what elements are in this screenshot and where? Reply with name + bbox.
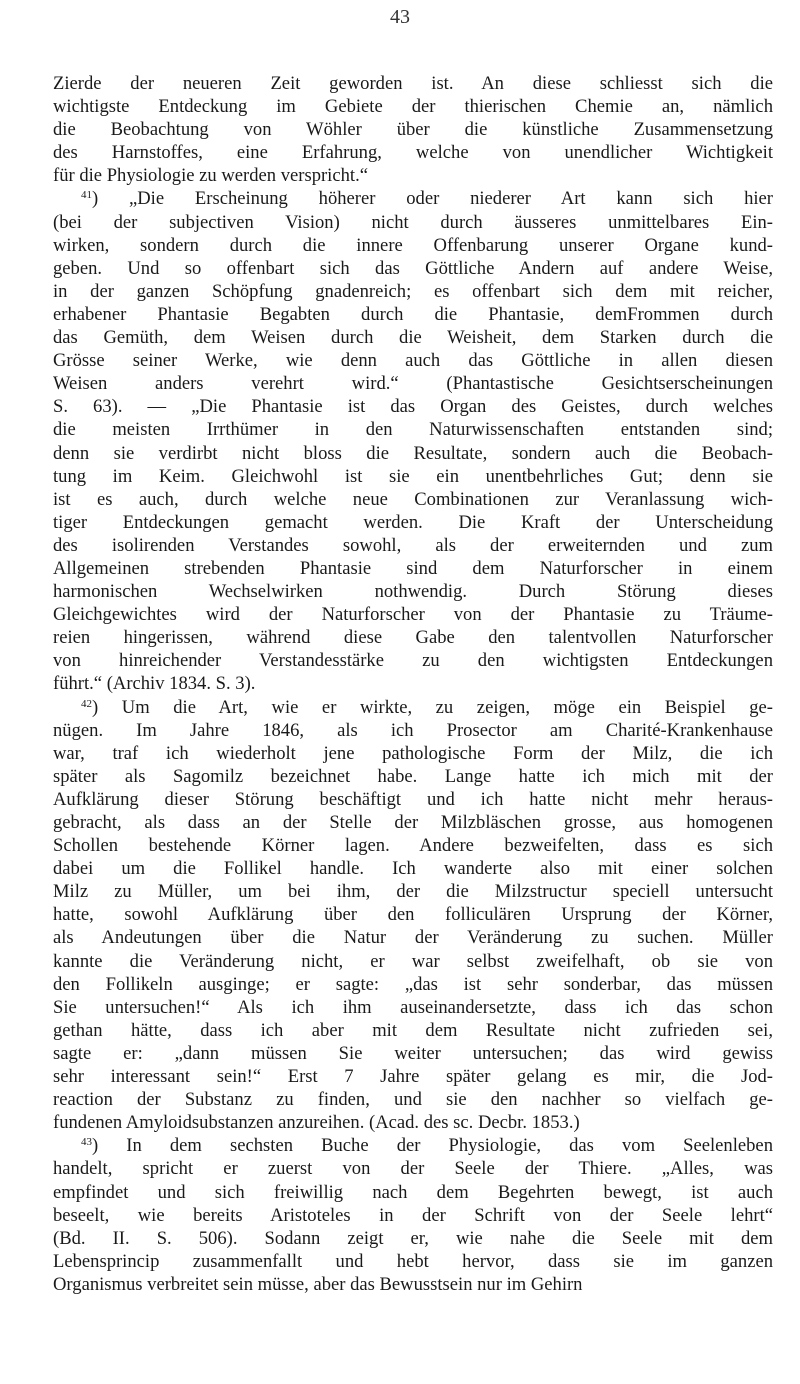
text-line [53,1019,773,1042]
text-line [53,811,773,834]
text-line [53,1088,773,1111]
text-line [53,1111,773,1134]
line-text: Milz zu Müller, um bei ihm, der die Milzstructur speciell untersucht [53,881,773,903]
text-line [53,257,773,280]
line-text: beseelt, wie bereits Aristoteles in der Schrift von der Seele lehrt“ [53,1204,773,1226]
line-text: ist es auch, durch welche neue Combinationen zur Veranlassung wich- [53,488,773,510]
text-line [53,164,773,187]
text-line [53,950,773,973]
text-line [53,1042,773,1065]
line-text: reaction der Substanz zu finden, und sie den nachher so vielfach ge- [53,1089,773,1111]
line-text: gethan hätte, dass ich aber mit dem Resultate nicht zufrieden sei, [53,1019,773,1041]
line-text: gebracht, als dass an der Stelle der Milzbläschen grosse, aus homogenen [53,812,773,833]
line-text: dabei um die Follikel handle. Ich wanderte also mit einer solchen [53,858,773,880]
line-text: als Andeutungen über die Natur der Veränderung zu suchen. Müller [53,927,773,949]
line-text: wichtigste Entdeckung im Gebiete der thierischen Chemie an, nämlich [53,96,773,118]
line-text: die Beobachtung von Wöhler über die künstliche Zusammensetzung [53,119,773,141]
text-line [53,465,773,488]
line-text: Lebensprincip zusammenfallt und hebt hervor, dass sie im ganzen [53,1250,773,1272]
line-text: nügen. Im Jahre 1846, als ich Prosector am Charité-Krankenhause [53,719,773,741]
line-text: Aufklärung dieser Störung beschäftigt und ich hatte nicht mehr heraus- [53,788,773,810]
line-text: ) „Die Erscheinung höherer oder niederer Art kann sich hier [92,188,773,210]
line-text: führt.“ (Archiv 1834. S. 3). [53,673,256,695]
text-line [53,1134,773,1157]
text-line [53,141,773,164]
text-line [53,1273,773,1296]
line-text: Grösse seiner Werke, wie denn auch das Göttliche in allen diesen [53,350,773,372]
line-text: kannte die Veränderung nicht, er war selbst zweifelhaft, ob sie von [53,950,773,972]
text-line [53,719,773,742]
line-text: ) Um die Art, wie er wirkte, zu zeigen, möge ein Beispiel ge- [92,696,773,718]
line-text: S. 63). — „Die Phantasie ist das Organ des Geistes, durch welches [53,396,773,418]
text-line [53,442,773,465]
text-line [53,372,773,395]
text-line [53,996,773,1019]
line-text: das Gemüth, dem Weisen durch die Weisheit, dem Starken durch die [53,327,773,349]
line-text: handelt, spricht er zuerst von der Seele der Thiere. „Alles, was [53,1158,773,1180]
text-line [53,303,773,326]
line-text: des isolirenden Verstandes sowohl, als der erweiternden und zum [53,534,773,556]
text-line [53,765,773,788]
body-text [53,72,773,1296]
text-line [53,72,773,95]
text-line [53,834,773,857]
line-text: tung im Keim. Gleichwohl ist sie ein unentbehrliches Gut; denn sie [53,465,773,487]
text-line [53,118,773,141]
text-line [53,1250,773,1273]
text-line [53,557,773,580]
footnote-marker: 42 [81,697,92,710]
text-line [53,234,773,257]
text-line [53,1227,773,1250]
line-text: für die Physiologie zu werden verspricht.“ [53,165,368,187]
text-line [53,488,773,511]
line-text: des Harnstoffes, eine Erfahrung, welche von unendlicher Wichtigkeit [53,142,773,164]
line-text: Organismus verbreitet sein müsse, aber das Bewusstsein nur im Gehirn [53,1273,583,1295]
line-text: Sie untersuchen!“ Als ich ihm auseinandersetzte, dass ich das schon [53,996,773,1018]
text-line [53,395,773,418]
line-text: die meisten Irrthümer in den Naturwissenschaften entstanden sind; [53,419,773,441]
line-text: (Bd. II. S. 506). Sodann zeigt er, wie nahe die Seele mit dem [53,1227,773,1249]
footnote-marker: 43 [81,1136,92,1149]
text-line [53,672,773,695]
text-line [53,534,773,557]
text-line [53,880,773,903]
line-text: war, traf ich wiederholt jene pathologische Form der Milz, die ich [53,742,773,764]
line-text: Schollen bestehende Körner lagen. Andere bezweifelten, dass es sich [53,835,773,857]
text-line [53,1181,773,1204]
footnote-paragraph [53,1134,773,1296]
line-text: Zierde der neueren Zeit geworden ist. An diese schliesst sich die [53,73,773,94]
line-text: sagte er: „dann müssen Sie weiter untersuchen; das wird gewiss [53,1042,773,1064]
text-line [53,580,773,603]
text-line [53,211,773,234]
line-text: Weisen anders verehrt wird.“ (Phantastische Gesichtserscheinungen [53,373,773,395]
paragraph [53,72,773,187]
text-line [53,903,773,926]
text-line [53,603,773,626]
line-text: geben. Und so offenbart sich das Göttliche Andern auf andere Weise, [53,257,773,279]
line-text: Allgemeinen strebenden Phantasie sind dem Naturforscher in einem [53,557,773,579]
line-text: wirken, sondern durch die innere Offenbarung unserer Organe kund- [53,234,773,256]
text-line [53,418,773,441]
line-text: fundenen Amyloidsubstanzen anzureihen. (Acad. des sc. Decbr. 1853.) [53,1112,580,1134]
text-line [53,1065,773,1088]
text-line [53,696,773,719]
text-line [53,857,773,880]
text-line [53,326,773,349]
line-text: hatte, sowohl Aufklärung über den folliculären Ursprung der Körner, [53,904,773,926]
text-line [53,649,773,672]
page-number: 43 [390,6,410,28]
text-line [53,349,773,372]
line-text: sehr interessant sein!“ Erst 7 Jahre später gelang es mir, die Jod- [53,1066,773,1088]
text-line [53,1204,773,1227]
line-text: den Follikeln ausginge; er sagte: „das ist sehr sonderbar, das müssen [53,973,773,995]
line-text: denn sie verdirbt nicht bloss die Resultate, sondern auch die Beobach- [53,442,773,464]
line-text: in der ganzen Schöpfung gnadenreich; es offenbart sich dem mit reicher, [53,280,773,302]
text-line [53,511,773,534]
text-line [53,1157,773,1180]
text-line [53,95,773,118]
footnote-marker: 41 [81,189,92,202]
line-text: (bei der subjectiven Vision) nicht durch äusseres unmittelbares Ein- [53,211,773,233]
text-line [53,280,773,303]
line-text: tiger Entdeckungen gemacht werden. Die Kraft der Unterscheidung [53,511,773,533]
text-line [53,973,773,996]
footnote-paragraph [53,187,773,695]
line-text: Gleichgewichtes wird der Naturforscher von der Phantasie zu Träume- [53,604,773,626]
text-line [53,187,773,210]
line-text: reien hingerissen, während diese Gabe den talentvollen Naturforscher [53,627,773,649]
footnote-paragraph [53,696,773,1135]
text-line [53,626,773,649]
text-line [53,788,773,811]
line-text: von hinreichender Verstandesstärke zu den wichtigsten Entdeckungen [53,650,773,672]
line-text: erhabener Phantasie Begabten durch die Phantasie, demFrommen durch [53,303,773,325]
line-text: ) In dem sechsten Buche der Physiologie, das vom Seelenleben [92,1135,773,1157]
text-line [53,742,773,765]
text-line [53,926,773,949]
line-text: harmonischen Wechselwirken nothwendig. Durch Störung dieses [53,581,773,603]
line-text: empfindet und sich freiwillig nach dem Begehrten bewegt, ist auch [53,1181,773,1203]
line-text: später als Sagomilz bezeichnet habe. Lange hatte ich mich mit der [53,765,773,787]
